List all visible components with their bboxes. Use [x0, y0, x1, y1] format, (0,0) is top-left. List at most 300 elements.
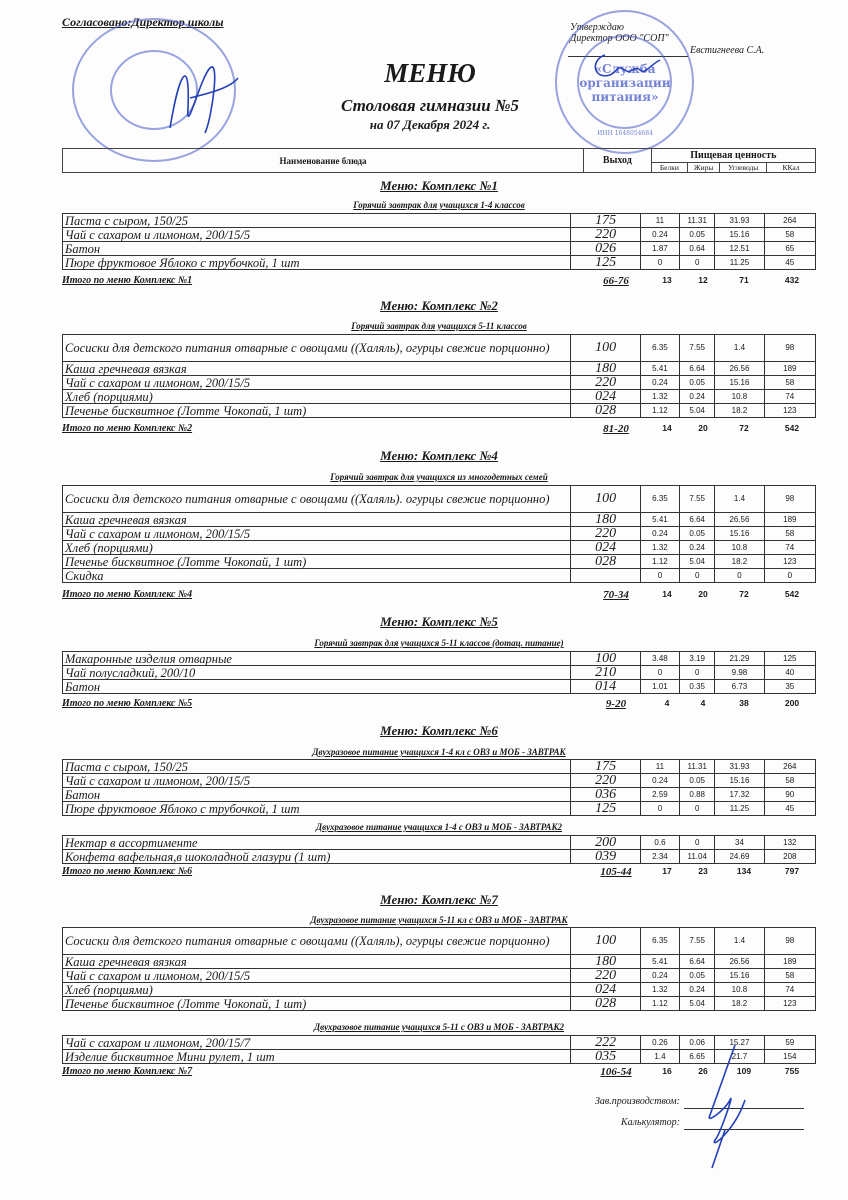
- dish-protein: 5.41: [640, 513, 679, 527]
- dish-name: Сосиски для детского питания отварные с овощами ((Халяль), огурцы свежие порционно): [63, 335, 571, 362]
- dish-kcal: 65: [764, 242, 815, 256]
- dish-output: 175: [571, 214, 640, 228]
- total-protein: 14: [662, 589, 672, 599]
- dish-fat: 3.19: [680, 652, 715, 666]
- dish-output: [571, 569, 640, 583]
- column-header-protein: Белки: [651, 163, 687, 173]
- dish-kcal: 189: [764, 513, 815, 527]
- dish-fat: 0.24: [680, 541, 715, 555]
- dish-name: Паста с сыром, 150/25: [63, 214, 571, 228]
- total-output: 105-44: [600, 866, 632, 878]
- dish-kcal: 74: [764, 541, 815, 555]
- dish-carbs: 10.8: [715, 983, 764, 997]
- dish-carbs: 21.29: [715, 652, 764, 666]
- complex-2-title: Меню: Комплекс №2: [380, 298, 498, 313]
- dish-carbs: 12.51: [715, 242, 764, 256]
- dish-fat: 5.04: [680, 404, 715, 418]
- dish-fat: 6.64: [680, 362, 715, 376]
- dish-kcal: 74: [764, 390, 815, 404]
- total-label: Итого по меню Комплекс №5: [62, 698, 193, 709]
- complex-7-total-row: [62, 1066, 816, 1078]
- dish-carbs: 6.73: [715, 680, 764, 694]
- dish-fat: 0.05: [680, 774, 715, 788]
- dish-protein: 0.24: [640, 969, 679, 983]
- table-row: [63, 652, 816, 666]
- dish-fat: 0.05: [680, 228, 715, 242]
- dish-name: Хлеб (порциями): [63, 390, 571, 404]
- table-row: [63, 1036, 816, 1050]
- dish-name: Батон: [63, 680, 571, 694]
- dish-output: 036: [571, 788, 640, 802]
- dish-name: Сосиски для детского питания отварные с овощами ((Халяль). огурцы свежие порционно): [63, 486, 571, 513]
- total-fat: 20: [698, 589, 708, 599]
- company-stamp-inn: ИНН 1648054684: [597, 130, 653, 137]
- dish-carbs: 18.2: [715, 997, 764, 1011]
- dish-output: 125: [571, 802, 640, 816]
- table-row: [63, 256, 816, 270]
- table-row: [63, 242, 816, 256]
- dish-output: 026: [571, 242, 640, 256]
- total-fat: 4: [700, 698, 706, 708]
- dish-output: 100: [571, 928, 640, 955]
- table-row: [63, 955, 816, 969]
- dish-carbs: 24.69: [715, 850, 764, 864]
- total-protein: 14: [662, 423, 672, 433]
- dish-kcal: 132: [764, 836, 815, 850]
- total-fat: 23: [698, 866, 708, 876]
- dish-protein: 1.87: [640, 242, 679, 256]
- approval-left-label: Согласовано:Директор школы: [62, 15, 224, 29]
- dish-protein: 0.24: [640, 228, 679, 242]
- total-output: 66-76: [603, 275, 629, 287]
- dish-kcal: 45: [764, 802, 815, 816]
- dish-fat: 0.24: [680, 983, 715, 997]
- total-kcal: 432: [784, 275, 800, 285]
- dish-output: 100: [571, 486, 640, 513]
- dish-name: Чай с сахаром и лимоном, 200/15/5: [63, 774, 571, 788]
- dish-fat: 6.65: [680, 1050, 715, 1064]
- dish-output: 180: [571, 955, 640, 969]
- dish-protein: 0.24: [640, 774, 679, 788]
- dish-protein: 1.32: [640, 983, 679, 997]
- company-stamp-text: «Служба организации питания»: [579, 62, 671, 104]
- dish-output: 024: [571, 390, 640, 404]
- dish-kcal: 98: [764, 486, 815, 513]
- complex-1-table: [62, 213, 816, 270]
- dish-fat: 11.31: [680, 760, 715, 774]
- dish-fat: 5.04: [680, 555, 715, 569]
- complex-1-title: Меню: Комплекс №1: [380, 178, 498, 193]
- table-row: [63, 228, 816, 242]
- page-title: МЕНЮ: [384, 58, 476, 88]
- calculator-signature-line: [684, 1129, 804, 1130]
- dish-kcal: 123: [764, 555, 815, 569]
- complex-7-section-2-title: Двухразовое питание учащихся 5-11 с ОВЗ и МОБ - ЗАВТРАК2: [313, 1022, 565, 1032]
- dish-name: Чай полусладкий, 200/10: [63, 666, 571, 680]
- dish-protein: 5.41: [640, 955, 679, 969]
- total-output: 81-20: [603, 423, 629, 435]
- table-row: [63, 555, 816, 569]
- dish-name: Каша гречневая вязкая: [63, 513, 571, 527]
- dish-kcal: 74: [764, 983, 815, 997]
- dish-protein: 0: [640, 569, 679, 583]
- dish-output: 014: [571, 680, 640, 694]
- column-header-table: [62, 148, 816, 173]
- total-carbs: 72: [739, 589, 749, 599]
- table-row: [63, 997, 816, 1011]
- dish-output: 220: [571, 969, 640, 983]
- dish-protein: 0.26: [640, 1036, 679, 1050]
- dish-protein: 0.24: [640, 376, 679, 390]
- table-row: [63, 376, 816, 390]
- dish-name: Каша гречневая вязкая: [63, 955, 571, 969]
- dish-output: 100: [571, 652, 640, 666]
- table-row: [63, 680, 816, 694]
- table-row: [63, 788, 816, 802]
- total-label: Итого по меню Комплекс №7: [62, 1066, 193, 1077]
- dish-name: Печенье бисквитное (Лотте Чокопай, 1 шт): [63, 404, 571, 418]
- dish-name: Паста с сыром, 150/25: [63, 760, 571, 774]
- dish-kcal: 189: [764, 362, 815, 376]
- total-carbs: 134: [736, 866, 752, 876]
- dish-protein: 0: [640, 802, 679, 816]
- complex-4-table: [62, 485, 816, 583]
- dish-fat: 0.06: [680, 1036, 715, 1050]
- dish-carbs: 0: [715, 569, 764, 583]
- dish-protein: 6.35: [640, 335, 679, 362]
- total-protein: 16: [662, 1066, 672, 1076]
- production-head-label: Зав.производством:: [594, 1096, 680, 1107]
- table-row: [63, 850, 816, 864]
- total-label: Итого по меню Комплекс №6: [62, 866, 193, 877]
- table-row: [63, 774, 816, 788]
- dish-carbs: 1.4: [715, 928, 764, 955]
- table-row: [63, 527, 816, 541]
- dish-fat: 0.88: [680, 788, 715, 802]
- table-row: [63, 362, 816, 376]
- table-row: [63, 666, 816, 680]
- dish-name: Сосиски для детского питания отварные с овощами ((Халяль), огурцы свежие порционно): [63, 928, 571, 955]
- table-row: [63, 1050, 816, 1064]
- total-kcal: 542: [784, 423, 800, 433]
- dish-kcal: 58: [764, 527, 815, 541]
- dish-kcal: 264: [764, 760, 815, 774]
- dish-carbs: 21.7: [715, 1050, 764, 1064]
- complex-1-section-1-title: Горячий завтрак для учащихся 1-4 классов: [353, 200, 525, 210]
- complex-6-section-2-title: Двухразовое питание учащихся 1-4 с ОВЗ и МОБ - ЗАВТРАК2: [315, 822, 563, 832]
- dish-protein: 1.12: [640, 404, 679, 418]
- dish-output: 220: [571, 774, 640, 788]
- menu-date: на 07 Декабря 2024 г.: [369, 117, 491, 132]
- approval-right-name: Евстигнеева С.А.: [690, 45, 765, 56]
- total-output: 9-20: [605, 698, 627, 710]
- dish-carbs: 15.27: [715, 1036, 764, 1050]
- dish-protein: 11: [640, 214, 679, 228]
- dish-fat: 0: [680, 666, 715, 680]
- dish-name: Скидка: [63, 569, 571, 583]
- dish-fat: 0: [680, 802, 715, 816]
- dish-name: Чай с сахаром и лимоном, 200/15/5: [63, 527, 571, 541]
- total-kcal: 797: [784, 866, 800, 876]
- dish-name: Батон: [63, 788, 571, 802]
- dish-fat: 6.64: [680, 513, 715, 527]
- table-row: [63, 983, 816, 997]
- dish-carbs: 15.16: [715, 969, 764, 983]
- dish-output: 220: [571, 527, 640, 541]
- dish-output: 028: [571, 997, 640, 1011]
- table-row: [63, 214, 816, 228]
- complex-2-table: [62, 334, 816, 418]
- school-stamp-inner-ring: [110, 50, 198, 130]
- table-row: [63, 390, 816, 404]
- complex-7-table-2: [62, 1035, 816, 1064]
- dish-output: 220: [571, 228, 640, 242]
- dish-fat: 11.04: [680, 850, 715, 864]
- complex-4-title: Меню: Комплекс №4: [380, 448, 498, 463]
- dish-name: Пюре фруктовое Яблоко с трубочкой, 1 шт: [63, 256, 571, 270]
- dish-protein: 6.35: [640, 486, 679, 513]
- dish-protein: 3.48: [640, 652, 679, 666]
- dish-fat: 7.55: [680, 486, 715, 513]
- complex-7-table-1: [62, 927, 816, 1011]
- dish-carbs: 9.98: [715, 666, 764, 680]
- table-row: [63, 760, 816, 774]
- table-row: [63, 513, 816, 527]
- total-kcal: 755: [784, 1066, 800, 1076]
- dish-protein: 0.6: [640, 836, 679, 850]
- dish-fat: 0.24: [680, 390, 715, 404]
- dish-output: 200: [571, 836, 640, 850]
- dish-kcal: 59: [764, 1036, 815, 1050]
- dish-fat: 0.35: [680, 680, 715, 694]
- dish-kcal: 208: [764, 850, 815, 864]
- dish-fat: 0: [680, 256, 715, 270]
- dish-carbs: 10.8: [715, 541, 764, 555]
- dish-kcal: 35: [764, 680, 815, 694]
- dish-kcal: 98: [764, 335, 815, 362]
- dish-protein: 2.34: [640, 850, 679, 864]
- complex-5-total-row: [62, 698, 816, 710]
- dish-fat: 0: [680, 836, 715, 850]
- dish-name: Чай с сахаром и лимоном, 200/15/7: [63, 1036, 571, 1050]
- dish-fat: 6.64: [680, 955, 715, 969]
- total-label: Итого по меню Комплекс №2: [62, 423, 193, 434]
- complex-6-total-row: [62, 866, 816, 878]
- dish-protein: 1.01: [640, 680, 679, 694]
- dish-protein: 1.32: [640, 390, 679, 404]
- total-kcal: 542: [784, 589, 800, 599]
- dish-fat: 7.55: [680, 335, 715, 362]
- complex-6-table-1: [62, 759, 816, 816]
- dish-carbs: 1.4: [715, 486, 764, 513]
- dish-carbs: 10.8: [715, 390, 764, 404]
- dish-name: Печенье бисквитное (Лотте Чокопай, 1 шт): [63, 997, 571, 1011]
- dish-output: 125: [571, 256, 640, 270]
- dish-kcal: 125: [764, 652, 815, 666]
- dish-protein: 11: [640, 760, 679, 774]
- production-head-signature-line: [684, 1108, 804, 1109]
- dish-fat: 0: [680, 569, 715, 583]
- complex-5-title: Меню: Комплекс №5: [380, 614, 498, 629]
- dish-name: Изделие бисквитное Мини рулет, 1 шт: [63, 1050, 571, 1064]
- total-carbs: 71: [739, 275, 749, 285]
- complex-7-section-1-title: Двухразовое питание учащихся 5-11 кл с ОВЗ и МОБ - ЗАВТРАК: [310, 915, 568, 925]
- column-header-output: Выход: [584, 149, 652, 173]
- total-protein: 13: [662, 275, 672, 285]
- dish-name: Хлеб (порциями): [63, 983, 571, 997]
- dish-protein: 1.4: [640, 1050, 679, 1064]
- complex-6-table-2: [62, 835, 816, 864]
- complex-2-section-1-title: Горячий завтрак для учащихся 5-11 классов: [351, 321, 527, 331]
- table-row: [63, 802, 816, 816]
- dish-name: Батон: [63, 242, 571, 256]
- dish-fat: 0.05: [680, 527, 715, 541]
- complex-7-title: Меню: Комплекс №7: [380, 892, 498, 907]
- dish-protein: 2.59: [640, 788, 679, 802]
- total-fat: 20: [698, 423, 708, 433]
- dish-carbs: 31.93: [715, 214, 764, 228]
- table-row: [63, 486, 816, 513]
- dish-output: 024: [571, 983, 640, 997]
- dish-carbs: 26.56: [715, 955, 764, 969]
- dish-kcal: 154: [764, 1050, 815, 1064]
- total-carbs: 38: [739, 698, 749, 708]
- dish-name: Пюре фруктовое Яблоко с трубочкой, 1 шт: [63, 802, 571, 816]
- dish-carbs: 18.2: [715, 555, 764, 569]
- complex-6-title: Меню: Комплекс №6: [380, 723, 498, 738]
- column-header-fat: Жиры: [688, 163, 720, 173]
- dish-name: Макаронные изделия отварные: [63, 652, 571, 666]
- page-subtitle: Столовая гимназии №5: [340, 96, 520, 115]
- dish-output: 220: [571, 376, 640, 390]
- table-row: [63, 569, 816, 583]
- dish-fat: 0.05: [680, 376, 715, 390]
- dish-carbs: 15.16: [715, 774, 764, 788]
- dish-protein: 1.32: [640, 541, 679, 555]
- dish-name: Каша гречневая вязкая: [63, 362, 571, 376]
- dish-kcal: 264: [764, 214, 815, 228]
- dish-output: 180: [571, 513, 640, 527]
- total-label: Итого по меню Комплекс №1: [62, 275, 193, 286]
- total-kcal: 200: [784, 698, 800, 708]
- dish-protein: 6.35: [640, 928, 679, 955]
- table-row: [63, 404, 816, 418]
- dish-name: Хлеб (порциями): [63, 541, 571, 555]
- dish-fat: 5.04: [680, 997, 715, 1011]
- total-protein: 17: [662, 866, 672, 876]
- dish-carbs: 1.4: [715, 335, 764, 362]
- total-protein: 4: [664, 698, 670, 708]
- dish-output: 028: [571, 555, 640, 569]
- dish-kcal: 58: [764, 969, 815, 983]
- calculator-label: Калькулятор:: [621, 1117, 680, 1128]
- dish-protein: 0.24: [640, 527, 679, 541]
- dish-protein: 1.12: [640, 555, 679, 569]
- approval-right-line2: Директор ООО "СОП": [570, 33, 669, 44]
- complex-5-table: [62, 651, 816, 694]
- dish-fat: 0.64: [680, 242, 715, 256]
- total-fat: 12: [698, 275, 708, 285]
- dish-kcal: 58: [764, 376, 815, 390]
- dish-output: 210: [571, 666, 640, 680]
- total-label: Итого по меню Комплекс №4: [62, 589, 193, 600]
- column-header-kcal: ККал: [767, 163, 816, 173]
- total-carbs: 109: [736, 1066, 752, 1076]
- dish-carbs: 15.16: [715, 527, 764, 541]
- dish-output: 100: [571, 335, 640, 362]
- dish-kcal: 58: [764, 228, 815, 242]
- dish-name: Нектар в ассортименте: [63, 836, 571, 850]
- table-row: [63, 969, 816, 983]
- dish-name: Чай с сахаром и лимоном, 200/15/5: [63, 228, 571, 242]
- dish-kcal: 40: [764, 666, 815, 680]
- dish-name: Печенье бисквитное (Лотте Чокопай, 1 шт): [63, 555, 571, 569]
- table-row: [63, 335, 816, 362]
- dish-name: Конфета вафельная,в шоколадной глазури (1 шт): [63, 850, 571, 864]
- complex-6-section-1-title: Двухразовое питание учащихся 1-4 кл с ОВЗ и МОБ - ЗАВТРАК: [312, 747, 566, 757]
- dish-carbs: 11.25: [715, 256, 764, 270]
- table-row: [63, 836, 816, 850]
- column-header-name: Наименование блюда: [63, 149, 584, 173]
- dish-carbs: 26.56: [715, 362, 764, 376]
- approval-right-line1: Утверждаю: [570, 22, 624, 33]
- column-header-nutrition: Пищевая ценность: [651, 149, 815, 163]
- dish-kcal: 123: [764, 997, 815, 1011]
- dish-fat: 11.31: [680, 214, 715, 228]
- dish-fat: 0.05: [680, 969, 715, 983]
- dish-output: 175: [571, 760, 640, 774]
- dish-output: 222: [571, 1036, 640, 1050]
- dish-carbs: 26.56: [715, 513, 764, 527]
- dish-carbs: 11.25: [715, 802, 764, 816]
- dish-carbs: 18.2: [715, 404, 764, 418]
- dish-kcal: 0: [764, 569, 815, 583]
- complex-1-total-row: [62, 275, 816, 287]
- dish-kcal: 90: [764, 788, 815, 802]
- dish-protein: 1.12: [640, 997, 679, 1011]
- dish-kcal: 123: [764, 404, 815, 418]
- dish-kcal: 189: [764, 955, 815, 969]
- total-output: 106-54: [600, 1066, 632, 1078]
- complex-4-section-1-title: Горячий завтрак для учащихся из многодетных семей: [330, 472, 548, 482]
- dish-kcal: 98: [764, 928, 815, 955]
- dish-kcal: 45: [764, 256, 815, 270]
- total-output: 70-34: [603, 589, 629, 601]
- dish-protein: 0: [640, 666, 679, 680]
- dish-name: Чай с сахаром и лимоном, 200/15/5: [63, 376, 571, 390]
- dish-carbs: 17.32: [715, 788, 764, 802]
- table-row: [63, 541, 816, 555]
- complex-5-section-1-title: Горячий завтрак для учащихся 5-11 классов (дотац. питание): [314, 638, 564, 648]
- table-row: [63, 928, 816, 955]
- dish-kcal: 58: [764, 774, 815, 788]
- dish-output: 180: [571, 362, 640, 376]
- complex-4-total-row: [62, 589, 816, 601]
- dish-output: 028: [571, 404, 640, 418]
- total-fat: 26: [698, 1066, 708, 1076]
- total-carbs: 72: [739, 423, 749, 433]
- dish-carbs: 34: [715, 836, 764, 850]
- dish-fat: 7.55: [680, 928, 715, 955]
- dish-protein: 5.41: [640, 362, 679, 376]
- dish-output: 035: [571, 1050, 640, 1064]
- dish-name: Чай с сахаром и лимоном, 200/15/5: [63, 969, 571, 983]
- dish-output: 024: [571, 541, 640, 555]
- dish-carbs: 31.93: [715, 760, 764, 774]
- dish-carbs: 15.16: [715, 228, 764, 242]
- dish-carbs: 15.16: [715, 376, 764, 390]
- complex-2-total-row: [62, 423, 816, 435]
